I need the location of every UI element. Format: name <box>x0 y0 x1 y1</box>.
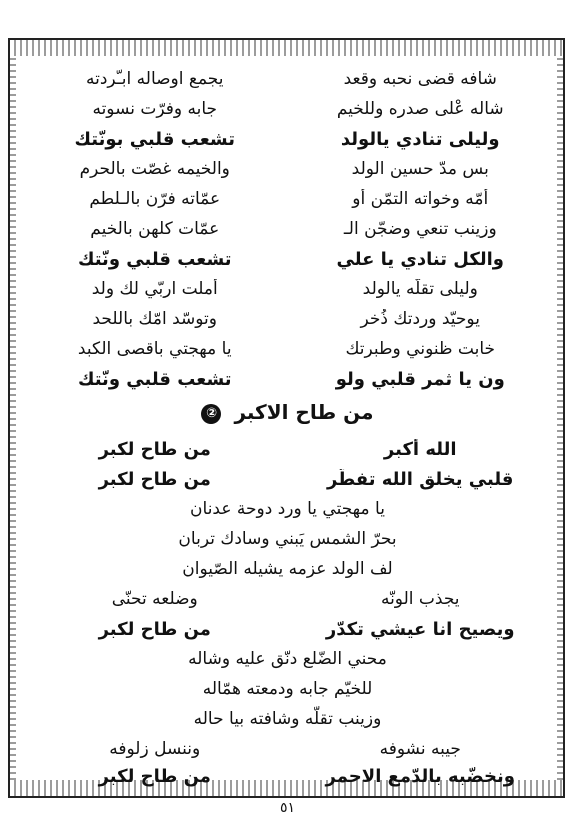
verse-right: والكل تنادي يا علي <box>336 248 504 270</box>
verse-line: وزينب تقلّه وشافته بيا حاله <box>193 709 382 729</box>
verse-row <box>22 584 553 614</box>
verse-left: من طاح لكبر <box>98 765 211 787</box>
verse-right: ون يا ثمر قلبي ولو <box>335 368 505 390</box>
verse-row-refrain <box>22 614 553 644</box>
verse-left: والخيمه غصّت بالحرم <box>79 159 230 179</box>
verse-left: أملت اربّي لك ولد <box>91 279 218 299</box>
verse-left: عمّاته فرّن بالـلطم <box>89 189 221 209</box>
verse-row-refrain <box>22 764 553 788</box>
verse-right: شاله عْلى صدره وللخيم <box>336 99 504 119</box>
verse-right: وزينب تنعي وضجّن الـ <box>343 219 497 239</box>
verse-right: قلبي يخلق الله تفطّر <box>327 468 514 490</box>
verse-row <box>22 184 553 214</box>
verse-row <box>22 94 553 124</box>
verse-left: وننسل زلوفه <box>109 739 201 759</box>
verse-right: ونخضّبه بالدّمع الاحمر <box>325 765 515 787</box>
verse-row <box>22 274 553 304</box>
verse-left: من طاح لكبر <box>98 618 211 640</box>
decorative-border-right <box>557 56 565 780</box>
verse-left: يا مهجتي باقصى الكبد <box>77 339 232 359</box>
poem-page-content <box>22 62 553 787</box>
verse-left: يجمع اوصاله ابـّردته <box>86 69 224 89</box>
verse-right: شافه قضى نحبه وقعد <box>343 69 497 89</box>
decorative-border-top <box>8 40 565 56</box>
verse-row <box>22 734 553 764</box>
verse-line: يا مهجتي يا ورد دوحة عدنان <box>190 499 385 519</box>
verse-left: وتوسّد امّك باللحد <box>92 309 217 329</box>
verse-right: الله أكبر <box>383 438 457 460</box>
section-number-badge: ② <box>201 404 221 424</box>
verse-row-refrain <box>22 364 553 394</box>
verse-row <box>22 154 553 184</box>
verse-row-refrain <box>22 434 553 464</box>
decorative-border-left <box>8 56 16 780</box>
page-number: ٥١ <box>279 800 296 816</box>
verse-row-single <box>22 644 553 674</box>
verse-row-single <box>22 494 553 524</box>
verse-row-refrain <box>22 124 553 154</box>
verse-right: وليلى تقلّه يالولد <box>362 279 478 299</box>
section-title-text: من طاح الاكبر <box>234 400 374 424</box>
verse-right: وليلى تنادي يالولد <box>340 128 500 150</box>
verse-left: من طاح لكبر <box>98 438 211 460</box>
verse-right: يوحيّد وردتك ذُخر <box>360 309 480 329</box>
verse-line: محني الضّلع دنّق عليه وشاله <box>188 649 387 669</box>
verse-left: تشعب قلبي بونّتك <box>74 128 235 150</box>
verse-row-single <box>22 704 553 734</box>
verse-row-single <box>22 674 553 704</box>
verse-row-single <box>22 554 553 584</box>
verse-line: بحرّ الشمس يَبني وسادك تربان <box>178 529 397 549</box>
verse-left: تشعب قلبي ونّتك <box>77 368 232 390</box>
verse-line: للخيّم جابه ودمعته همّاله <box>202 679 373 699</box>
verse-right: أمّه وخواته التمّن أو <box>352 189 489 209</box>
verse-left: جابه وفرّت نسوته <box>92 99 218 119</box>
verse-right: جيبه نشوفه <box>379 739 461 759</box>
section-title <box>22 400 553 432</box>
verse-left: وضلعه تحنّى <box>111 589 198 609</box>
verse-row <box>22 334 553 364</box>
verse-row-single <box>22 524 553 554</box>
verse-row-refrain <box>22 464 553 494</box>
verse-right: يجذب الونّه <box>380 589 460 609</box>
verse-left: من طاح لكبر <box>98 468 211 490</box>
verse-line: لف الولد عزمه يشيله الصّيوان <box>182 559 393 579</box>
verse-right: خابت ظنوني وطبرتك <box>345 339 496 359</box>
verse-row <box>22 64 553 94</box>
verse-left: تشعب قلبي ونّتك <box>77 248 232 270</box>
verse-row-refrain <box>22 244 553 274</box>
verse-right: بس مدّ حسين الولد <box>351 159 489 179</box>
verse-left: عمّات كلهن بالخيم <box>90 219 220 239</box>
verse-right: ويصيح انا عيشي تكدّر <box>325 618 515 640</box>
verse-row <box>22 214 553 244</box>
verse-row <box>22 304 553 334</box>
